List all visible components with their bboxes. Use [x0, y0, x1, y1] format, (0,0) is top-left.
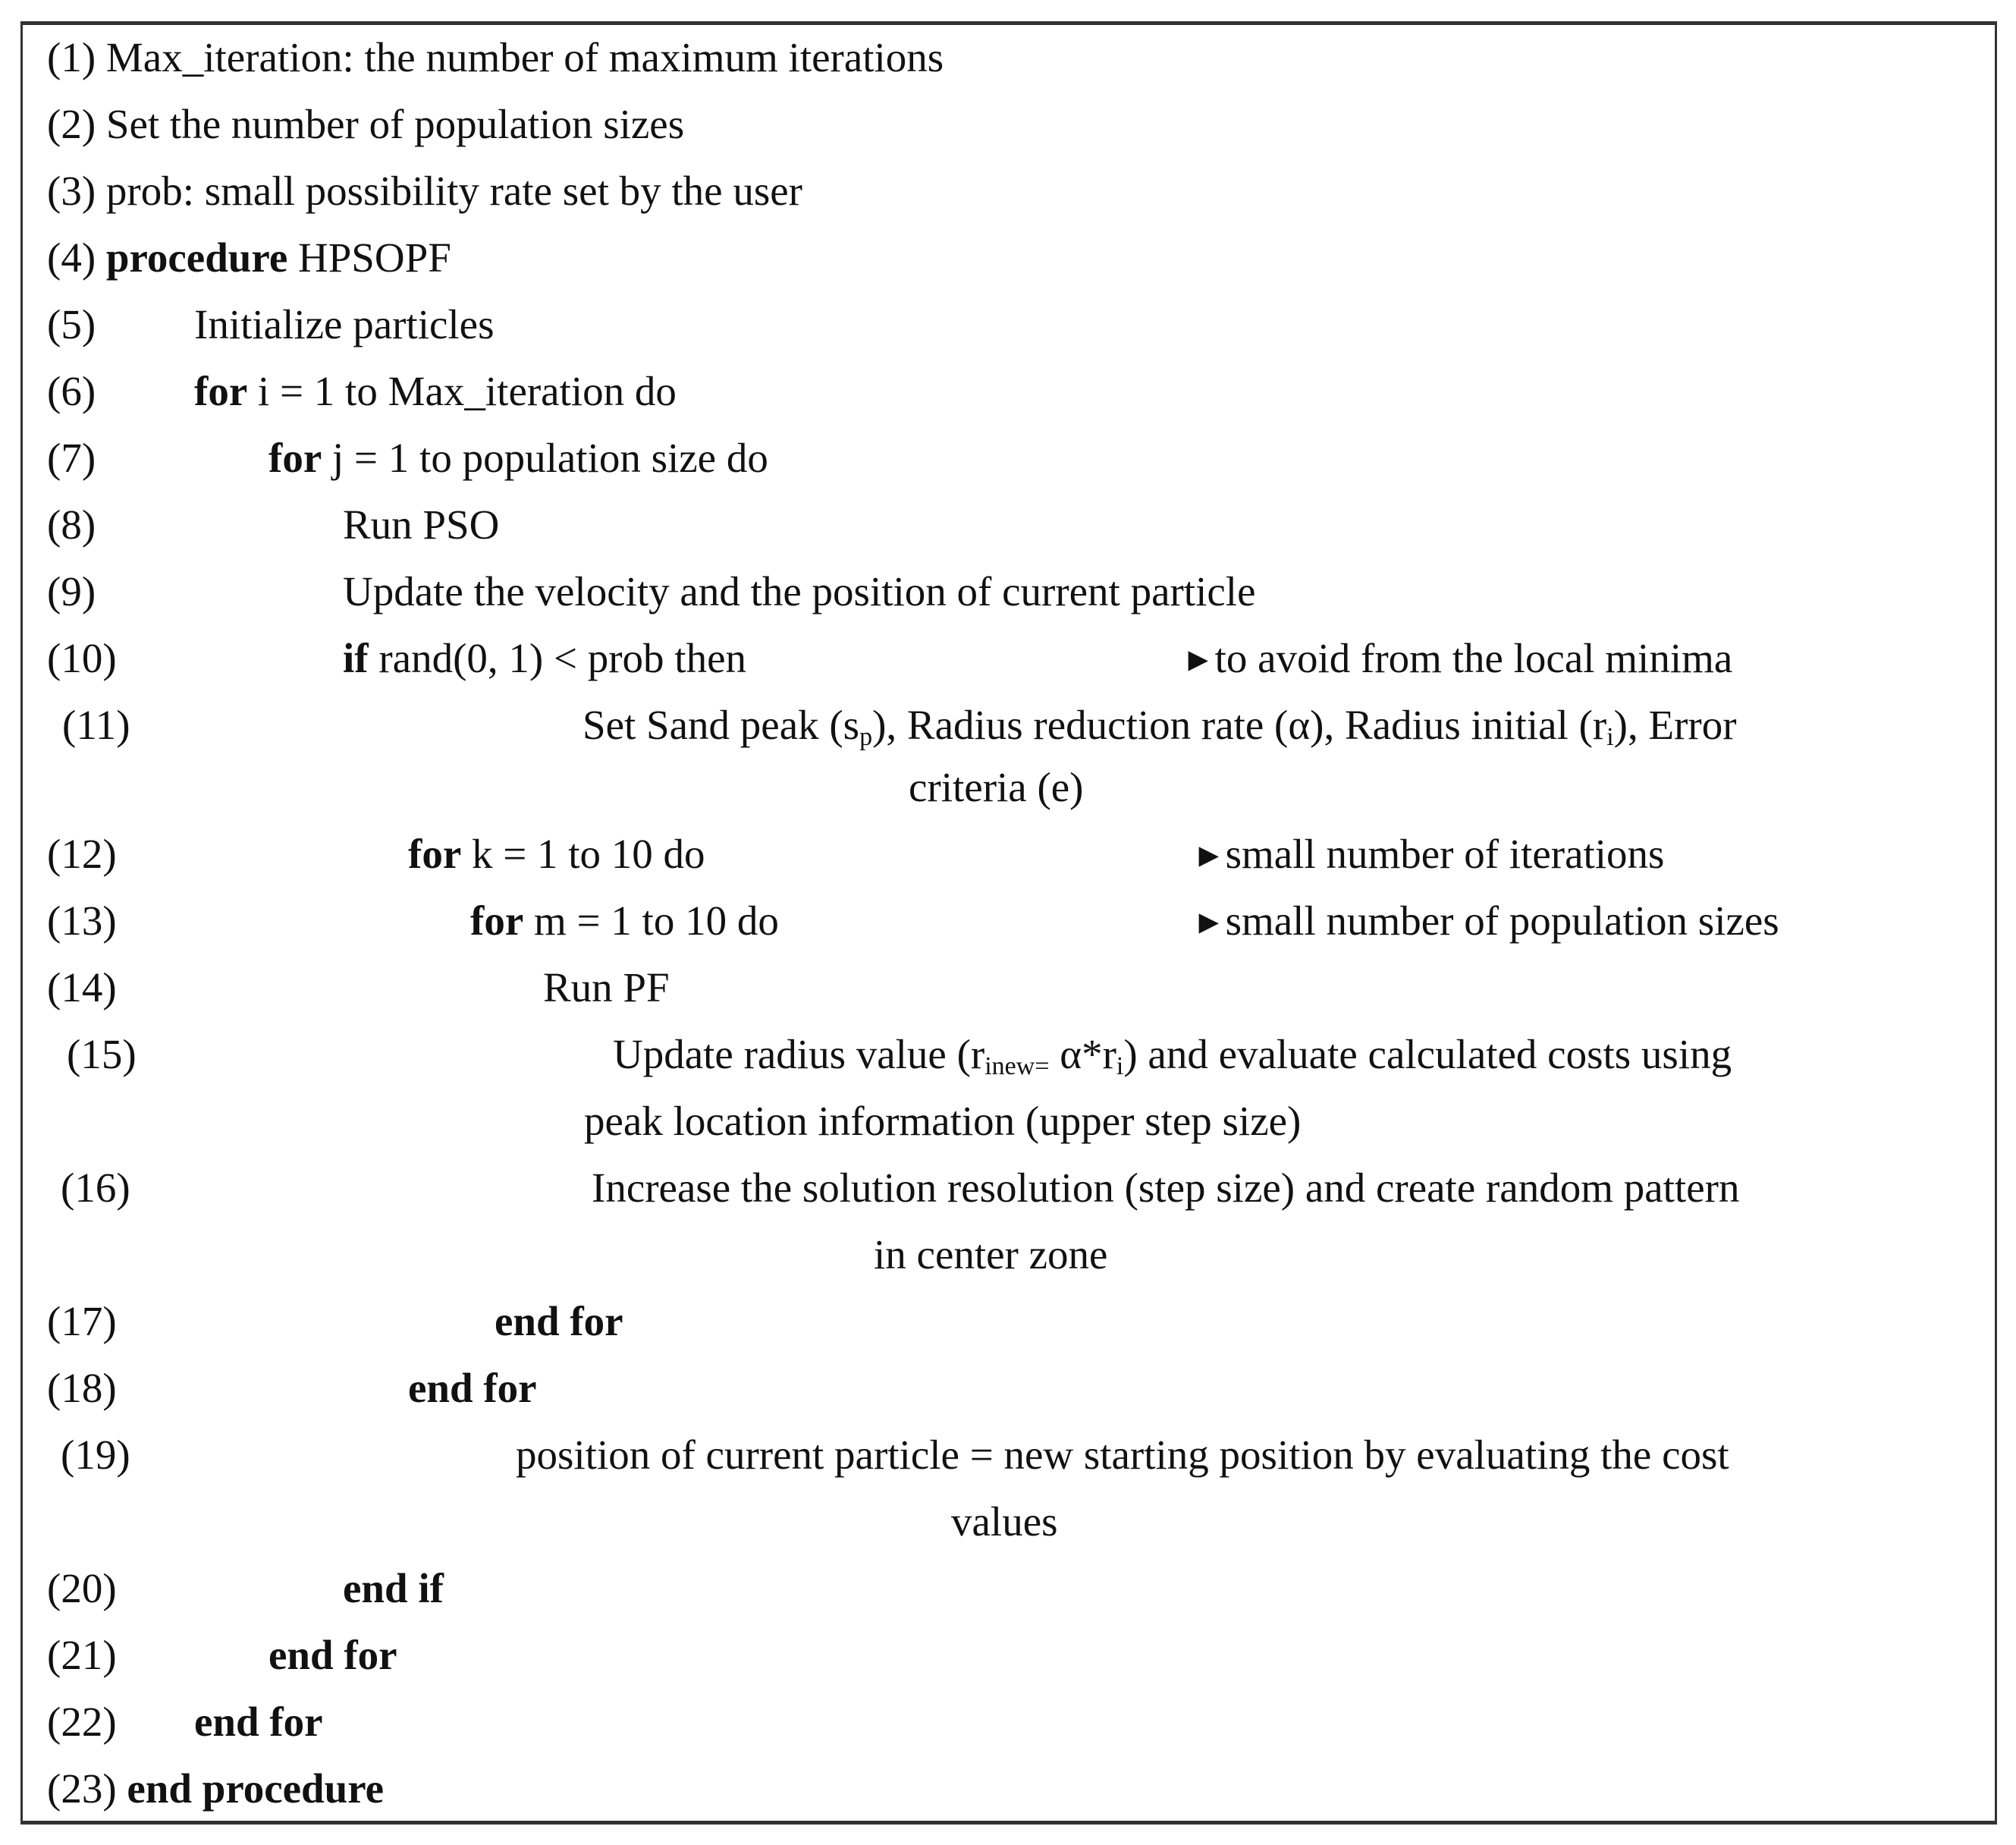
- line-5: [47, 302, 96, 347]
- line-number: (3): [47, 168, 96, 214]
- line-12: [408, 831, 705, 877]
- line-13: [470, 898, 779, 944]
- line-15-continuation: peak location information (upper step size): [584, 1098, 1302, 1144]
- line-4: [47, 235, 451, 281]
- line-17-number: (17): [47, 1298, 117, 1344]
- line-20-number: (20): [47, 1565, 117, 1611]
- line-5-text: Initialize particles: [194, 301, 495, 347]
- line-21: [268, 1633, 397, 1678]
- line-text: Update radius value (r: [613, 1031, 985, 1077]
- line-text: i = 1 to Max_iteration do: [247, 368, 677, 414]
- line-text: Set the number of population sizes: [105, 101, 685, 147]
- line-text: ) and evaluate calculated costs using: [1123, 1031, 1732, 1077]
- comment-text: to avoid from the local minima: [1214, 635, 1733, 681]
- line-10-comment: [1182, 636, 1732, 683]
- line-1: [47, 35, 944, 80]
- line-9-number: (9): [47, 568, 96, 614]
- line-text: HPSOPF: [287, 234, 451, 281]
- line-21-number: (21): [47, 1632, 117, 1678]
- line-14-text: Run PF: [543, 964, 670, 1011]
- line-text: α*r: [1049, 1031, 1116, 1077]
- keyword: for: [408, 831, 462, 877]
- line-8-number: (8): [47, 501, 96, 548]
- line-text: ), Error: [1613, 702, 1737, 748]
- line-9-text: Update the velocity and the position of current particle: [343, 568, 1256, 614]
- line-11-number: (11): [62, 702, 130, 748]
- line-12-number: (12): [47, 831, 117, 877]
- line-3: [47, 168, 802, 214]
- line-19-text: position of current particle = new starting position by evaluating the cost: [516, 1432, 1729, 1478]
- line-number: (23): [47, 1765, 117, 1812]
- line-19-continuation: values: [951, 1498, 1058, 1545]
- keyword: end for: [408, 1365, 537, 1411]
- keyword: end for: [194, 1699, 323, 1745]
- keyword: end procedure: [127, 1765, 385, 1812]
- subscript: i: [1606, 723, 1614, 751]
- line-6: [194, 369, 677, 414]
- subscript: i: [1116, 1052, 1124, 1080]
- line-text: k = 1 to 10 do: [461, 831, 705, 877]
- comment-arrow-icon: ►: [1192, 837, 1226, 874]
- line-16-text: Increase the solution resolution (step size) and create random pattern: [592, 1165, 1740, 1211]
- keyword: end if: [343, 1565, 444, 1611]
- line-11: [583, 702, 1737, 751]
- line-text: j = 1 to population size do: [322, 435, 768, 481]
- line-13-number: (13): [47, 897, 117, 944]
- line-8-text: Run PSO: [343, 501, 500, 548]
- line-20: [343, 1566, 444, 1611]
- line-12-comment: [1192, 831, 1664, 878]
- line-15-number: (15): [67, 1031, 137, 1077]
- keyword: if: [343, 635, 369, 681]
- line-10: [343, 636, 746, 681]
- line-text: Set Sand peak (s: [583, 702, 860, 748]
- line-15: [613, 1031, 1732, 1080]
- keyword: for: [194, 368, 248, 414]
- line-number: (5): [47, 301, 96, 347]
- line-22: [194, 1699, 323, 1745]
- line-text: Max_iteration: the number of maximum iterations: [105, 34, 944, 80]
- line-6-number: (6): [47, 368, 96, 414]
- keyword: procedure: [105, 234, 288, 281]
- line-17: [495, 1299, 623, 1344]
- comment-arrow-icon: ►: [1182, 641, 1215, 678]
- comment-arrow-icon: ►: [1192, 904, 1226, 941]
- line-text: rand(0, 1) < prob then: [368, 635, 746, 681]
- keyword: end for: [268, 1632, 397, 1678]
- line-number: (4): [47, 234, 96, 281]
- line-text: prob: small possibility rate set by the user: [105, 168, 802, 214]
- line-22-number: (22): [47, 1699, 117, 1745]
- line-text: m = 1 to 10 do: [523, 897, 779, 944]
- comment-text: small number of iterations: [1225, 831, 1665, 877]
- line-number: (1): [47, 34, 96, 80]
- line-2: [47, 102, 684, 147]
- line-13-comment: [1192, 898, 1779, 945]
- line-19-number: (19): [61, 1432, 130, 1478]
- subscript: p: [859, 723, 873, 751]
- line-10-number: (10): [47, 635, 117, 681]
- line-11-continuation: criteria (e): [909, 764, 1084, 810]
- line-16-continuation: in center zone: [874, 1231, 1108, 1278]
- comment-text: small number of population sizes: [1225, 897, 1779, 944]
- line-7-number: (7): [47, 435, 96, 481]
- keyword: for: [268, 435, 322, 481]
- line-18-number: (18): [47, 1365, 117, 1411]
- line-7: [268, 435, 768, 481]
- line-18: [408, 1366, 537, 1411]
- line-16-number: (16): [61, 1165, 130, 1211]
- keyword: for: [470, 897, 524, 944]
- line-23: [47, 1766, 384, 1812]
- keyword: end for: [495, 1298, 623, 1344]
- line-text: ), Radius reduction rate (α), Radius initial (r: [872, 702, 1607, 748]
- line-14-number: (14): [47, 964, 117, 1011]
- line-number: (2): [47, 101, 96, 147]
- subscript: inew=: [984, 1052, 1050, 1080]
